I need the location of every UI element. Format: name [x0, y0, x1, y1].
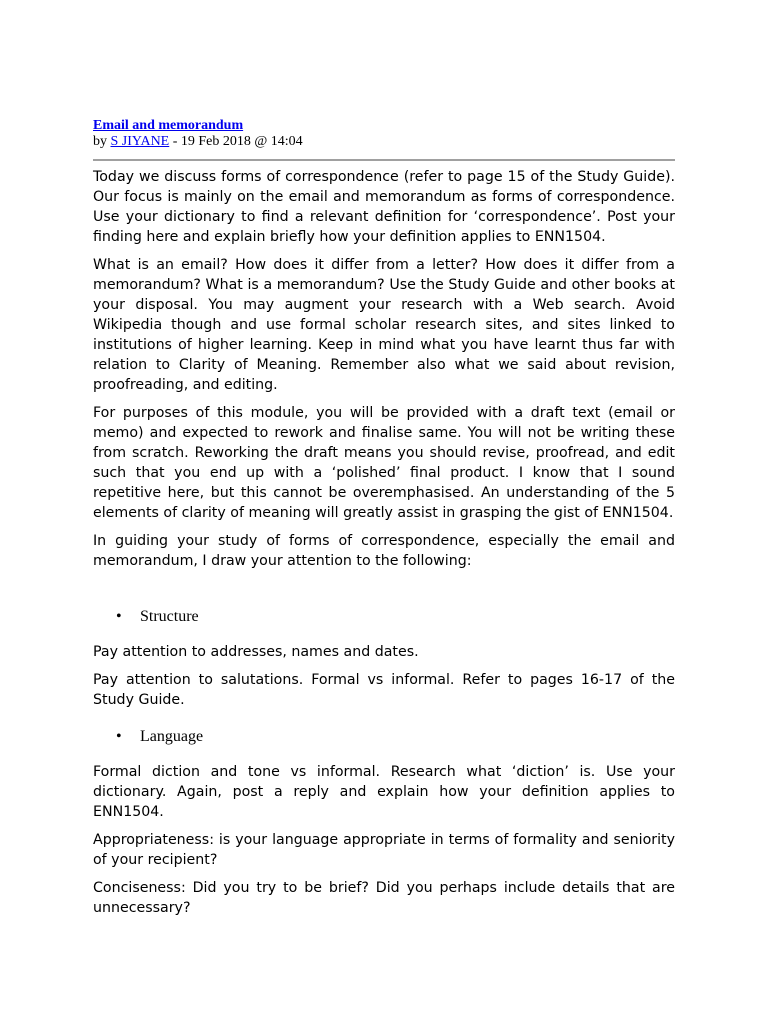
post-header [93, 118, 675, 150]
bullet-structure [93, 607, 675, 627]
paragraph-questions: What is an email? How does it differ from a letter? How does it differ from a memorandum? What is a memorandum? Use the Study Guide and other books at your disposal. You may augment your research with a Web search. Avoid Wikipedia though and use formal scholar research sites, and sites linked to institutions of higher learning. Keep in mind what you have learnt thus far with relation to Clarity of Meaning. Remember also what we said about revision, proofreading, and editing. [93, 257, 675, 393]
post-body [93, 167, 675, 918]
paragraph-language-diction: Formal diction and tone vs informal. Research what ‘diction’ is. Use your dictionary. Again, post a reply and explain how your definition applies to ENN1504. [93, 764, 675, 820]
post-date: - 19 Feb 2018 @ 14:04 [169, 134, 303, 149]
forum-post [93, 118, 675, 926]
paragraph-language-appropriateness: Appropriateness: is your language appropriate in terms of formality and seniority of your recipient? [93, 832, 675, 868]
paragraph-structure-salutations: Pay attention to salutations. Formal vs informal. Refer to pages 16-17 of the Study Guide. [93, 672, 675, 708]
byline-prefix: by [93, 134, 111, 149]
byline [93, 134, 303, 149]
header-divider [93, 159, 675, 161]
bullet-structure-label: Structure [140, 608, 199, 625]
author-link[interactable]: S JIYANE [110, 134, 170, 149]
paragraph-language-conciseness: Conciseness: Did you try to be brief? Did you perhaps include details that are unnecessary? [93, 880, 675, 916]
paragraph-purpose: For purposes of this module, you will be provided with a draft text (email or memo) and expected to rework and finalise same. You will not be writing these from scratch. Reworking the draft means you should revise, proofread, and edit such that you end up with a ‘polished’ final product. I know that I sound repetitive here, but this cannot be overemphasised. An understanding of the 5 elements of clarity of meaning will greatly assist in grasping the gist of ENN1504. [93, 405, 675, 521]
paragraph-guidance: In guiding your study of forms of correspondence, especially the email and memorandum, I draw your attention to the following: [93, 533, 675, 569]
bullet-icon: • [116, 608, 122, 625]
post-title-link[interactable]: Email and memorandum [93, 118, 244, 133]
paragraph-structure-addresses: Pay attention to addresses, names and dates. [93, 644, 419, 660]
paragraph-intro: Today we discuss forms of correspondence (refer to page 15 of the Study Guide). Our focus is mainly on the email and memorandum as forms of correspondence. Use your dictionary to find a relevant definition for ‘correspondence’. Post your finding here and explain briefly how your definition applies to ENN1504. [93, 169, 675, 245]
bullet-icon: • [116, 728, 122, 745]
bullet-language-label: Language [140, 728, 204, 745]
bullet-language [93, 727, 675, 747]
